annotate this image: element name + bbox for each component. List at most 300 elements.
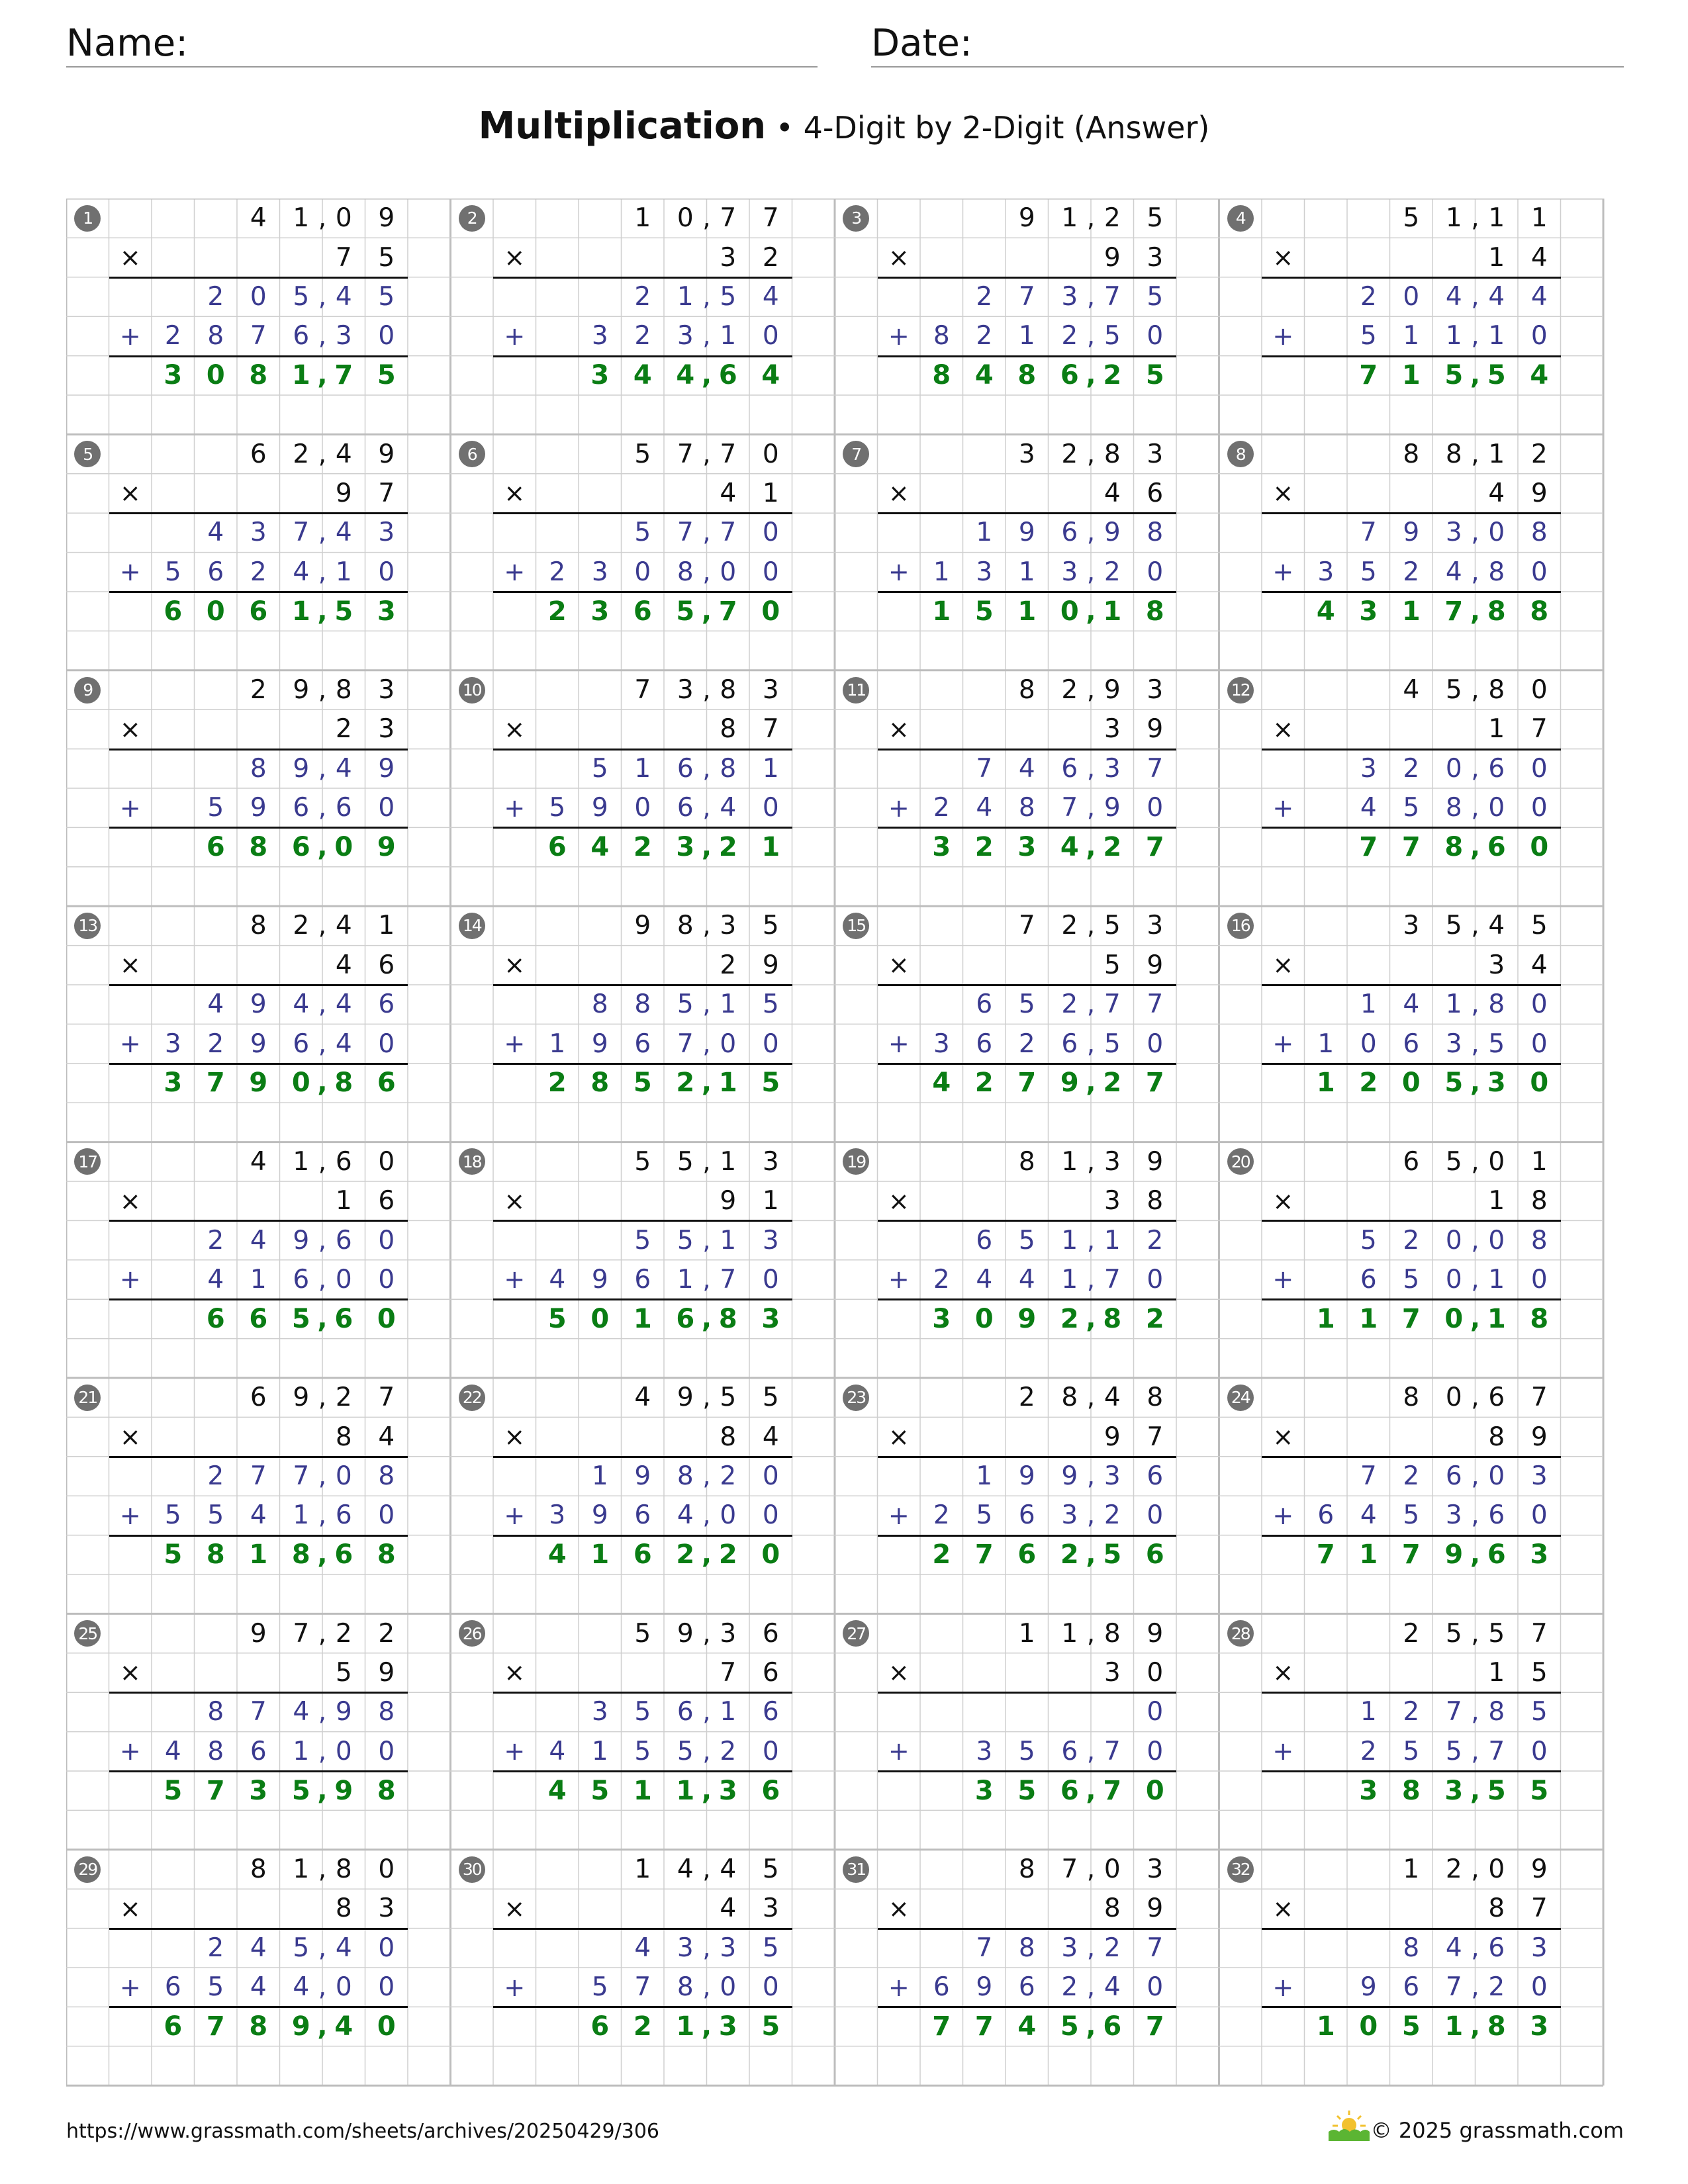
multiplicand-digit: 9: [1530, 1854, 1548, 1884]
plus-sign: +: [1272, 1265, 1294, 1295]
product-answer-digit: 3: [932, 832, 951, 863]
product-answer-comma: ,: [1470, 2011, 1481, 2042]
problem-number-badge: 19: [843, 1148, 869, 1175]
product-answer-digit: 4: [1530, 360, 1549, 391]
partial-product-1-digit: 0: [1445, 1225, 1462, 1255]
partial-product-2-digit: 6: [1403, 1028, 1420, 1059]
multiplier-digit: 1: [762, 478, 779, 508]
product-answer-digit: 6: [1017, 1539, 1037, 1570]
multiplicand-comma: ,: [1471, 911, 1479, 941]
partial-product-2-digit: 5: [207, 1972, 224, 2003]
multiplicand-digit: 2: [1103, 203, 1121, 234]
partial-product-2-digit: 2: [976, 321, 993, 351]
multiplicand-comma: ,: [1086, 203, 1096, 234]
partial-product-2-digit: 0: [1147, 557, 1164, 587]
multiplicand-digit: 7: [677, 439, 694, 469]
product-answer-digit: 1: [249, 1539, 268, 1570]
partial-product-2-digit: 2: [1103, 557, 1121, 587]
name-field[interactable]: [66, 20, 818, 68]
product-answer-digit: 0: [1359, 2011, 1378, 2042]
partial-product-1-digit: 7: [293, 518, 310, 548]
multiply-rule: [878, 277, 1177, 279]
sum-rule: [878, 1298, 1177, 1300]
product-answer-digit: 6: [676, 1303, 695, 1334]
partial-product-1-digit: 8: [378, 1697, 395, 1727]
partial-product-2-digit: 0: [634, 557, 651, 587]
partial-product-2-comma: ,: [702, 321, 711, 351]
plus-sign: +: [504, 321, 526, 351]
partial-product-2-digit: 3: [933, 1028, 950, 1059]
multiplicand-digit: 1: [1018, 1618, 1035, 1649]
product-answer-digit: 2: [1103, 360, 1122, 391]
multiplier-digit: 1: [1488, 242, 1505, 273]
product-answer-digit: 0: [974, 1303, 994, 1334]
partial-product-1-digit: 9: [293, 753, 310, 784]
product-answer-digit: 4: [547, 1775, 567, 1806]
partial-product-2-digit: 0: [1530, 793, 1548, 823]
plus-sign: +: [1272, 793, 1294, 823]
product-answer-digit: 5: [1487, 360, 1506, 391]
multiplier-digit: 5: [335, 1657, 352, 1688]
partial-product-1-digit: 9: [1403, 518, 1420, 548]
partial-product-2-comma: ,: [702, 1972, 711, 2003]
partial-product-2-digit: 0: [720, 1500, 737, 1531]
partial-product-2-digit: 0: [720, 1972, 737, 2003]
product-answer-digit: 8: [249, 360, 268, 391]
product-answer-digit: 1: [1359, 1539, 1378, 1570]
multiplicand-digit: 7: [1018, 911, 1035, 941]
date-field[interactable]: [871, 20, 1624, 68]
partial-product-1-digit: 6: [677, 1697, 694, 1727]
multiplier-digit: 9: [762, 950, 779, 980]
partial-product-1-digit: 7: [1103, 281, 1121, 312]
partial-product-1-comma: ,: [318, 1461, 327, 1491]
partial-product-1-digit: 2: [976, 281, 993, 312]
partial-product-1-digit: 5: [762, 989, 779, 1020]
multiplicand-digit: 6: [250, 1383, 267, 1413]
partial-product-2-digit: 5: [1360, 557, 1377, 587]
product-answer-digit: 3: [164, 1068, 183, 1099]
product-answer-comma: ,: [317, 1775, 328, 1806]
partial-product-2-digit: 0: [1530, 321, 1548, 351]
partial-product-1-digit: 1: [720, 989, 737, 1020]
product-answer-digit: 7: [1103, 1775, 1122, 1806]
partial-product-2-digit: 4: [1018, 1264, 1035, 1295]
product-answer-comma: ,: [1470, 360, 1481, 391]
times-sign: ×: [888, 1186, 910, 1216]
partial-product-1-comma: ,: [1471, 1461, 1479, 1491]
partial-product-1-digit: 7: [250, 1461, 267, 1491]
multiplicand-digit: 5: [1445, 674, 1462, 705]
problem-number-badge: 28: [1227, 1620, 1254, 1647]
sum-rule: [493, 1063, 792, 1065]
partial-product-2-digit: 5: [1103, 1028, 1121, 1059]
plus-sign: +: [504, 1029, 526, 1059]
partial-product-2-digit: 2: [1103, 1500, 1121, 1531]
sum-rule: [493, 1535, 792, 1537]
partial-product-1-digit: 1: [634, 753, 651, 784]
partial-product-2-digit: 4: [293, 557, 310, 587]
product-answer-digit: 9: [334, 1775, 353, 1806]
partial-product-2-comma: ,: [702, 1028, 711, 1059]
multiplicand-digit: 4: [250, 203, 267, 234]
partial-product-1-digit: 9: [1061, 1461, 1078, 1491]
partial-product-1-digit: 8: [720, 753, 737, 784]
problem-number-badge: 5: [74, 441, 101, 467]
product-answer-digit: 8: [334, 1068, 353, 1099]
partial-product-2-digit: 3: [335, 321, 352, 351]
product-answer-digit: 3: [1444, 1775, 1464, 1806]
partial-product-1-digit: 5: [677, 1225, 694, 1255]
partial-product-2-comma: ,: [1086, 1264, 1096, 1295]
plus-sign: +: [1272, 1500, 1294, 1530]
partial-product-1-digit: 3: [1530, 1461, 1548, 1491]
multiplicand-digit: 1: [1061, 1618, 1078, 1649]
multiply-rule: [493, 1456, 792, 1458]
partial-product-2-digit: 3: [1445, 1028, 1462, 1059]
partial-product-1-digit: 1: [720, 1225, 737, 1255]
multiplicand-digit: 5: [1103, 911, 1121, 941]
partial-product-2-digit: 2: [720, 1736, 737, 1766]
product-answer-digit: 2: [1060, 1539, 1079, 1570]
partial-product-2-digit: 0: [762, 1972, 779, 2003]
multiplier-digit: 4: [720, 478, 737, 508]
partial-product-2-digit: 9: [250, 793, 267, 823]
sum-rule: [109, 1298, 408, 1300]
multiplicand-comma: ,: [318, 911, 327, 941]
multiplier-digit: 4: [762, 1422, 779, 1452]
times-sign: ×: [119, 478, 141, 508]
product-answer-digit: 0: [1401, 1068, 1421, 1099]
multiplier-digit: 4: [1530, 950, 1548, 980]
partial-product-2-digit: 1: [1403, 321, 1420, 351]
problem-grid: [66, 199, 1624, 2087]
multiplicand-digit: 6: [1488, 1383, 1505, 1413]
partial-product-1-digit: 6: [378, 989, 395, 1020]
partial-product-1-digit: 9: [634, 1461, 651, 1491]
partial-product-2-digit: 4: [250, 1972, 267, 2003]
product-answer-digit: 7: [206, 2011, 225, 2042]
product-answer-digit: 2: [547, 596, 567, 627]
partial-product-1-digit: 5: [720, 281, 737, 312]
partial-product-2-digit: 6: [293, 1028, 310, 1059]
multiplicand-digit: 5: [1488, 1618, 1505, 1649]
multiplier-digit: 4: [1488, 478, 1505, 508]
product-answer-digit: 3: [676, 832, 695, 863]
product-answer-digit: 5: [761, 2011, 780, 2042]
partial-product-1-comma: ,: [1471, 518, 1479, 548]
product-answer-digit: 6: [334, 1303, 353, 1334]
product-answer-digit: 4: [633, 360, 652, 391]
multiply-rule: [1262, 512, 1561, 514]
partial-product-1-comma: ,: [1086, 518, 1096, 548]
problem-number-badge: 32: [1227, 1856, 1254, 1883]
product-answer-digit: 4: [932, 1068, 951, 1099]
multiplicand-digit: 2: [1403, 1618, 1420, 1649]
multiplicand-comma: ,: [1086, 1618, 1096, 1649]
partial-product-1-digit: 6: [1488, 1933, 1505, 1963]
partial-product-1-comma: ,: [702, 989, 711, 1020]
product-answer-digit: 8: [1103, 1303, 1122, 1334]
sum-rule: [878, 2006, 1177, 2008]
partial-product-1-digit: 0: [1488, 1225, 1505, 1255]
product-answer-digit: 4: [1060, 832, 1079, 863]
multiplicand-digit: 8: [1018, 1146, 1035, 1177]
multiplicand-digit: 3: [720, 1618, 737, 1649]
multiplicand-digit: 7: [634, 674, 651, 705]
multiplicand-digit: 9: [1147, 1146, 1164, 1177]
multiply-rule: [1262, 984, 1561, 986]
partial-product-2-digit: 6: [677, 793, 694, 823]
product-answer-digit: 8: [377, 1775, 396, 1806]
multiplicand-digit: 1: [1530, 1146, 1548, 1177]
partial-product-2-digit: 0: [634, 793, 651, 823]
product-answer-comma: ,: [1086, 2011, 1096, 2042]
multiplicand-digit: 9: [1147, 1618, 1164, 1649]
multiplicand-digit: 0: [677, 203, 694, 234]
partial-product-1-digit: 8: [250, 753, 267, 784]
partial-product-2-comma: ,: [1471, 793, 1479, 823]
multiplicand-digit: 1: [1488, 203, 1505, 234]
multiplicand-comma: ,: [1086, 439, 1096, 469]
product-answer-digit: 5: [164, 1539, 183, 1570]
product-answer-digit: 7: [1359, 832, 1378, 863]
multiplicand-digit: 2: [335, 1383, 352, 1413]
partial-product-1-digit: 3: [720, 1933, 737, 1963]
sum-rule: [109, 1770, 408, 1772]
partial-product-1-digit: 8: [634, 989, 651, 1020]
partial-product-1-digit: 9: [1018, 518, 1035, 548]
partial-product-2-digit: 5: [1360, 321, 1377, 351]
multiplier-digit: 3: [1147, 242, 1164, 273]
partial-product-2-digit: 2: [933, 793, 950, 823]
plus-sign: +: [888, 1737, 910, 1766]
partial-product-1-digit: 2: [207, 1933, 224, 1963]
multiplicand-digit: 6: [250, 439, 267, 469]
partial-product-1-digit: 1: [1061, 1225, 1078, 1255]
product-answer-digit: 9: [249, 1068, 268, 1099]
partial-product-2-digit: 3: [1445, 1500, 1462, 1531]
product-answer-digit: 3: [1359, 1775, 1378, 1806]
plus-sign: +: [888, 557, 910, 587]
partial-product-2-digit: 5: [207, 1500, 224, 1531]
product-answer-digit: 0: [206, 596, 225, 627]
product-answer-digit: 8: [718, 1303, 737, 1334]
product-answer-comma: ,: [1086, 832, 1096, 863]
product-answer-digit: 1: [1401, 596, 1421, 627]
times-sign: ×: [888, 1658, 910, 1688]
multiplicand-digit: 4: [1488, 911, 1505, 941]
partial-product-2-comma: ,: [1086, 1972, 1096, 2003]
partial-product-1-comma: ,: [1471, 1225, 1479, 1255]
partial-product-2-digit: 6: [634, 1028, 651, 1059]
partial-product-1-digit: 0: [1530, 753, 1548, 784]
partial-product-2-digit: 0: [1147, 1500, 1164, 1531]
partial-product-2-digit: 0: [1530, 1500, 1548, 1531]
product-answer-digit: 8: [1444, 832, 1464, 863]
partial-product-1-comma: ,: [1086, 753, 1096, 784]
partial-product-2-comma: ,: [1086, 793, 1096, 823]
product-answer-digit: 2: [676, 1539, 695, 1570]
partial-product-1-digit: 4: [762, 281, 779, 312]
product-answer-comma: ,: [1086, 1303, 1096, 1334]
partial-product-1-comma: ,: [702, 753, 711, 784]
partial-product-1-digit: 2: [1403, 1225, 1420, 1255]
multiplicand-digit: 7: [293, 1618, 310, 1649]
multiplicand-digit: 1: [634, 203, 651, 234]
partial-product-2-digit: 7: [250, 321, 267, 351]
partial-product-2-digit: 2: [634, 321, 651, 351]
partial-product-1-digit: 4: [250, 1225, 267, 1255]
multiplicand-digit: 3: [1147, 1854, 1164, 1884]
partial-product-2-digit: 8: [1018, 793, 1035, 823]
product-answer-digit: 1: [1017, 596, 1037, 627]
partial-product-1-digit: 2: [207, 1225, 224, 1255]
multiplicand-comma: ,: [1471, 674, 1479, 705]
partial-product-1-digit: 1: [677, 281, 694, 312]
multiplier-digit: 7: [335, 242, 352, 273]
multiplicand-digit: 9: [378, 203, 395, 234]
partial-product-2-digit: 5: [1403, 793, 1420, 823]
partial-product-2-digit: 3: [591, 557, 608, 587]
partial-product-2-comma: ,: [318, 1500, 327, 1531]
partial-product-1-digit: 3: [1103, 753, 1121, 784]
partial-product-2-digit: 6: [1403, 1972, 1420, 2003]
multiplicand-digit: 0: [1488, 1146, 1505, 1177]
product-answer-digit: 8: [1401, 1775, 1421, 1806]
sum-rule: [1262, 355, 1561, 357]
title-main: Multiplication: [478, 105, 767, 148]
times-sign: ×: [119, 243, 141, 273]
partial-product-1-comma: ,: [318, 753, 327, 784]
partial-product-2-digit: 5: [591, 1972, 608, 2003]
product-answer-digit: 5: [1017, 1775, 1037, 1806]
partial-product-2-digit: 3: [1061, 557, 1078, 587]
partial-product-2-digit: 6: [933, 1972, 950, 2003]
product-answer-digit: 2: [676, 1068, 695, 1099]
product-answer-digit: 5: [633, 1068, 652, 1099]
partial-product-2-digit: 9: [1360, 1972, 1377, 2003]
multiplicand-comma: ,: [318, 203, 327, 234]
partial-product-2-digit: 0: [762, 557, 779, 587]
partial-product-2-digit: 0: [1147, 1264, 1164, 1295]
multiplicand-digit: 5: [1445, 911, 1462, 941]
multiplicand-digit: 6: [335, 1146, 352, 1177]
product-answer-digit: 2: [1060, 1303, 1079, 1334]
partial-product-1-digit: 0: [1403, 281, 1420, 312]
partial-product-1-digit: 3: [1445, 518, 1462, 548]
partial-product-2-comma: ,: [1086, 557, 1096, 587]
partial-product-2-digit: 0: [378, 321, 395, 351]
multiplicand-comma: ,: [318, 439, 327, 469]
product-answer-digit: 6: [1145, 1539, 1164, 1570]
partial-product-2-digit: 8: [677, 1972, 694, 2003]
multiplicand-digit: 0: [1445, 1383, 1462, 1413]
product-answer-digit: 6: [334, 1539, 353, 1570]
partial-product-2-digit: 0: [762, 1500, 779, 1531]
times-sign: ×: [504, 714, 526, 744]
multiplicand-digit: 6: [762, 1618, 779, 1649]
partial-product-2-comma: ,: [1086, 1736, 1096, 1766]
partial-product-1-digit: 1: [976, 518, 993, 548]
product-answer-comma: ,: [1470, 1539, 1481, 1570]
multiplicand-digit: 1: [293, 1146, 310, 1177]
partial-product-1-digit: 4: [293, 1697, 310, 1727]
partial-product-1-digit: 4: [335, 518, 352, 548]
multiplier-digit: 4: [1103, 478, 1121, 508]
partial-product-2-digit: 6: [293, 793, 310, 823]
sum-rule: [109, 827, 408, 829]
partial-product-2-digit: 1: [549, 1028, 566, 1059]
product-answer-digit: 5: [1060, 2011, 1079, 2042]
partial-product-1-digit: 7: [293, 1461, 310, 1491]
problem-number-badge: 9: [74, 677, 101, 704]
partial-product-2-digit: 8: [207, 321, 224, 351]
partial-product-2-digit: 2: [933, 1500, 950, 1531]
sum-rule: [109, 1063, 408, 1065]
multiplier-digit: 7: [720, 1657, 737, 1688]
product-answer-digit: 4: [974, 360, 994, 391]
times-sign: ×: [888, 243, 910, 273]
partial-product-2-digit: 0: [378, 1736, 395, 1766]
partial-product-2-digit: 4: [164, 1736, 181, 1766]
partial-product-1-digit: 4: [1445, 1933, 1462, 1963]
product-answer-comma: ,: [701, 832, 712, 863]
times-sign: ×: [1272, 950, 1294, 980]
partial-product-1-digit: 6: [1061, 518, 1078, 548]
partial-product-2-digit: 6: [293, 321, 310, 351]
product-answer-digit: 3: [1530, 1539, 1549, 1570]
problem-number-badge: 31: [843, 1856, 869, 1883]
partial-product-2-digit: 9: [591, 1028, 608, 1059]
multiplicand-digit: 9: [378, 439, 395, 469]
multiplier-digit: 9: [335, 478, 352, 508]
multiplicand-digit: 2: [1061, 911, 1078, 941]
product-answer-digit: 7: [974, 1539, 994, 1570]
product-answer-digit: 0: [1145, 1775, 1164, 1806]
times-sign: ×: [1272, 714, 1294, 744]
partial-product-1-digit: 2: [1403, 1461, 1420, 1491]
product-answer-digit: 3: [718, 1775, 737, 1806]
partial-product-1-digit: 0: [1530, 989, 1548, 1020]
multiplicand-digit: 4: [720, 1854, 737, 1884]
worksheet-title: [0, 105, 1688, 148]
multiplicand-digit: 5: [634, 1618, 651, 1649]
partial-product-2-digit: 0: [720, 557, 737, 587]
multiplicand-digit: 9: [634, 911, 651, 941]
multiplier-digit: 4: [1530, 242, 1548, 273]
multiplier-digit: 1: [1488, 1657, 1505, 1688]
product-answer-digit: 7: [1401, 1303, 1421, 1334]
partial-product-1-digit: 7: [976, 753, 993, 784]
partial-product-2-digit: 2: [549, 557, 566, 587]
partial-product-1-digit: 4: [335, 989, 352, 1020]
multiply-rule: [109, 512, 408, 514]
partial-product-1-digit: 0: [1147, 1697, 1164, 1727]
multiplicand-digit: 5: [762, 1383, 779, 1413]
partial-product-1-digit: 4: [335, 1933, 352, 1963]
product-answer-digit: 7: [974, 2011, 994, 2042]
product-answer-digit: 2: [1359, 1068, 1378, 1099]
product-answer-digit: 5: [334, 596, 353, 627]
multiplicand-comma: ,: [318, 1854, 327, 1884]
product-answer-comma: ,: [317, 2011, 328, 2042]
product-answer-comma: ,: [317, 832, 328, 863]
partial-product-1-comma: ,: [1471, 1933, 1479, 1963]
product-answer-digit: 5: [377, 360, 396, 391]
product-answer-digit: 3: [1487, 1068, 1506, 1099]
partial-product-1-digit: 7: [250, 1697, 267, 1727]
